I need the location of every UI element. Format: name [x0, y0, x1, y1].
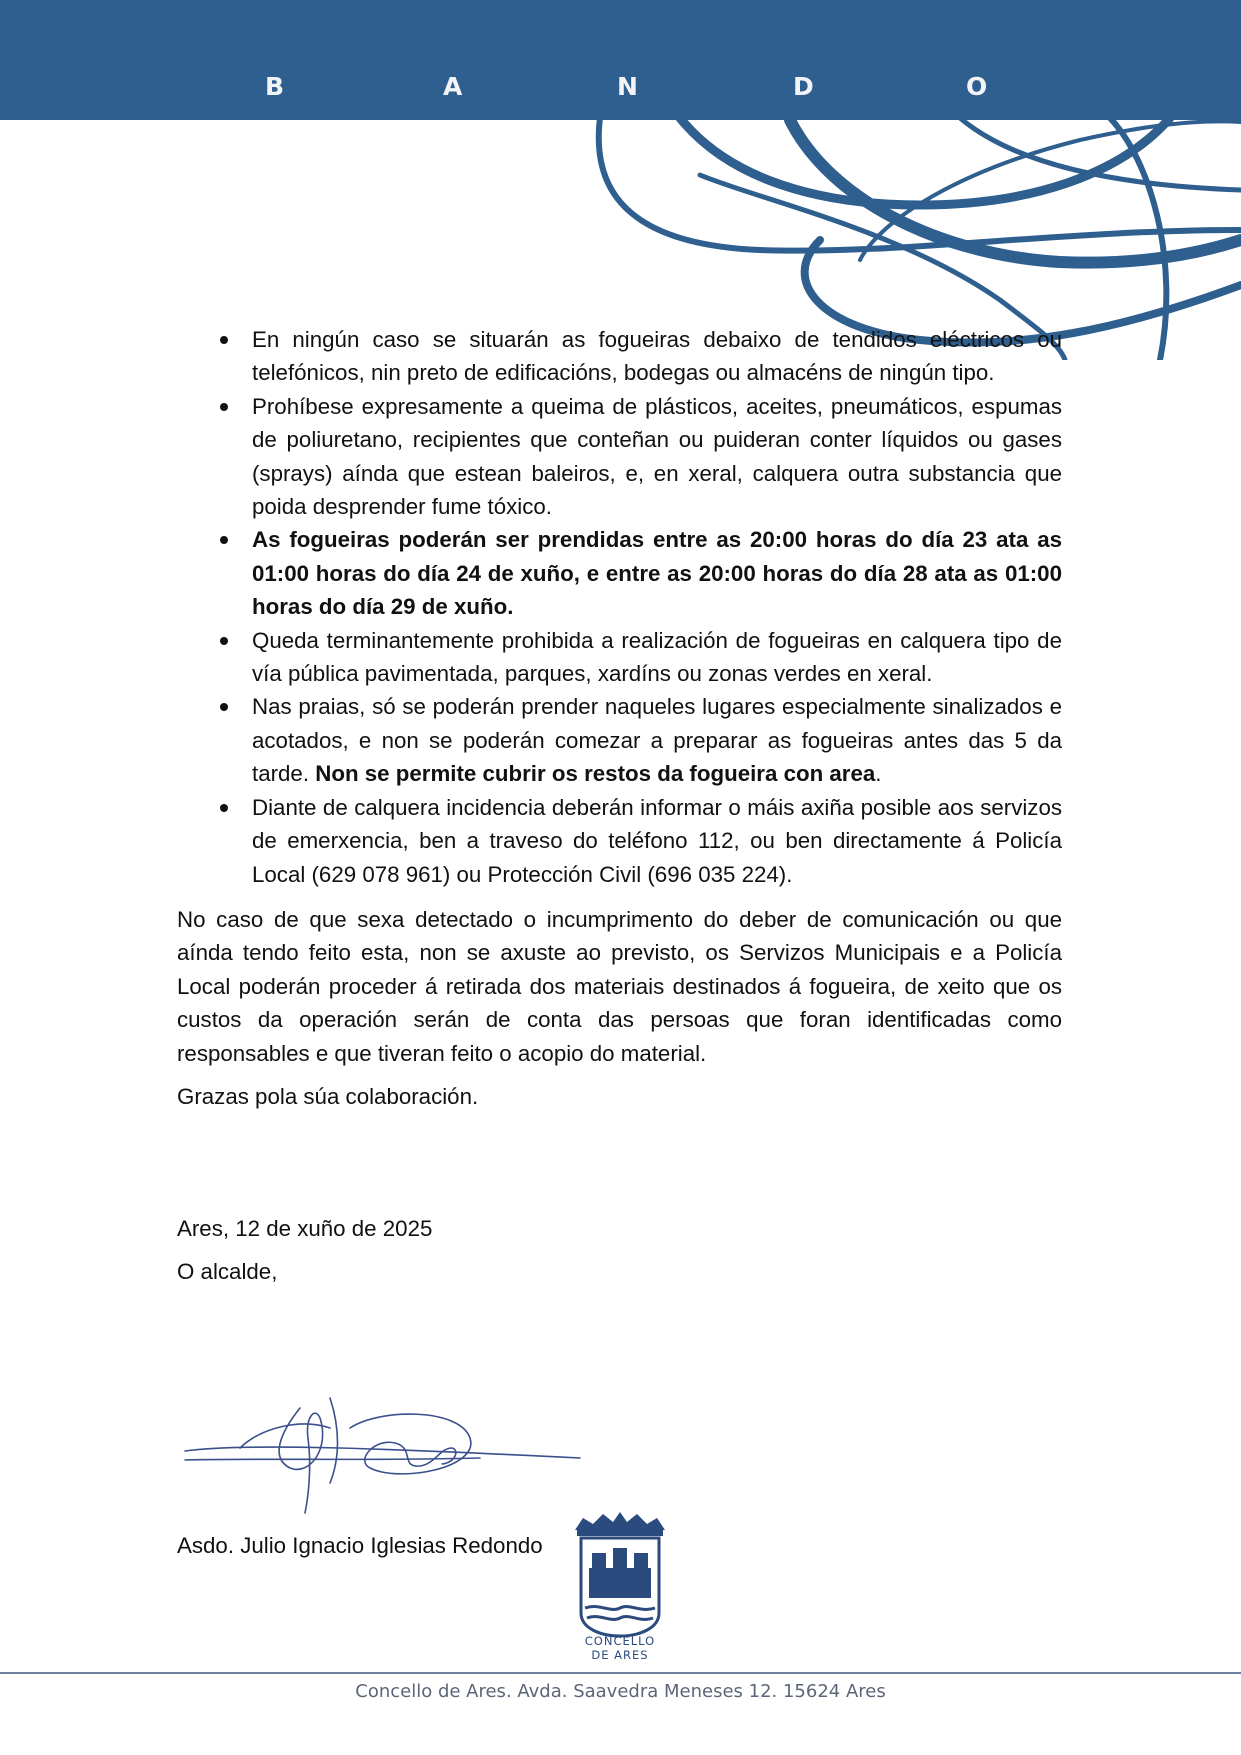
header-swirl-decoration [0, 0, 1241, 360]
notice-paragraph: No caso de que sexa detectado o incumprimento do deber de comunicación ou que aínda tendo feito esta, non se axuste ao previsto, os Servizos Municipais e a Policía Local poderán proceder á retirada dos materiais destinados á fogueira, de xeito que os custos da operación serán de conta das persoas que foran identificadas como responsables e que tiveran feito o acopio do material. [177, 906, 1062, 1066]
list-item: En ningún caso se situarán as fogueiras debaixo de tendidos eléctricos ou telefónicos, nin preto de edificacións, bodegas ou almacéns de ningún tipo. [177, 323, 1062, 390]
signer-role: O alcalde, [177, 1259, 278, 1285]
place-date: Ares, 12 de xuño de 2025 [177, 1216, 433, 1241]
list-item: Prohíbese expresamente a queima de plásticos, aceites, pneumáticos, espumas de poliuretano, recipientes que conteñan ou puideran conter líquidos ou gases (sprays) aínda que estean baleiros, e, en xeral, calquera outra substancia que poida desprender fume tóxico. [177, 390, 1062, 524]
header-letter: B [265, 72, 287, 101]
header-letter: A [443, 72, 465, 101]
list-item: As fogueiras poderán ser prendidas entre as 20:00 horas do día 23 ata as 01:00 horas do día 24 de xuño, e entre as 20:00 horas do día 28 ata as 01:00 horas do día 29 de xuño. [177, 523, 1062, 623]
rules-list [177, 323, 1062, 891]
crest-caption: CONCELLO DE ARES [584, 1634, 656, 1662]
header-letter: O [966, 72, 990, 101]
list-item: Diante de calquera incidencia deberán informar o máis axiña posible aos servizos de emerxencia, ben a traveso do teléfono 112, ou ben directamente á Policía Local (629 078 961) ou Protección Civil (696 035 224). [177, 791, 1062, 891]
list-item: Queda terminantemente prohibida a realización de fogueiras en calquera tipo de vía pública pavimentada, parques, xardíns ou zonas verdes en xeral. [177, 624, 1062, 691]
list-item: Nas praias, só se poderán prender naqueles lugares especialmente sinalizados e acotados, e non se poderán comezar a preparar as fogueiras antes das 5 da tarde. Non se permite cubrir os restos da fogueira con area. [177, 690, 1062, 790]
footer-address: Concello de Ares. Avda. Saavedra Meneses 12. 15624 Ares [355, 1681, 886, 1702]
body-text [177, 323, 1062, 1113]
footer-divider [0, 1672, 1241, 1674]
header-letter: D [793, 72, 816, 101]
signed-by: Asdo. Julio Ignacio Iglesias Redondo [177, 1533, 543, 1558]
header-letter: N [617, 72, 640, 101]
closing-block [177, 1212, 877, 1289]
handwritten-signature [180, 1388, 590, 1518]
thanks-line: Grazas pola súa colaboración. [177, 1083, 479, 1109]
